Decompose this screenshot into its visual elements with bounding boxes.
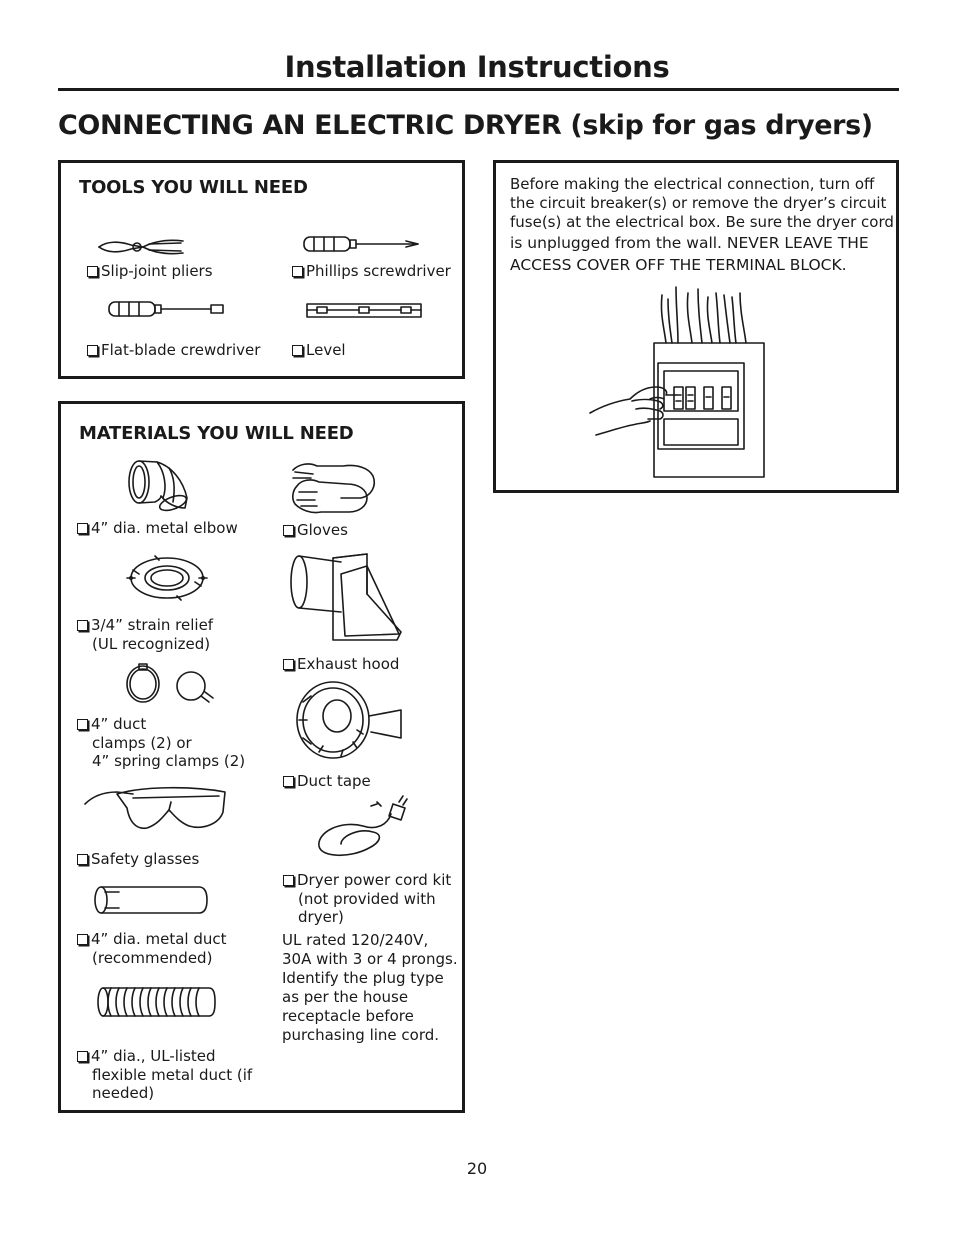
checkbox-icon	[77, 523, 88, 534]
header-divider	[58, 88, 899, 91]
flat-blade-screwdriver-icon	[107, 298, 227, 320]
warning-text	[510, 175, 894, 276]
gloves-icon	[287, 460, 379, 516]
material-label: 4” dia. metal duct	[91, 930, 227, 948]
tool-item	[87, 341, 260, 360]
checkbox-icon	[283, 875, 294, 886]
safety-glasses-icon	[83, 784, 229, 838]
tools-heading: TOOLS YOU WILL NEED	[79, 177, 308, 198]
material-item	[283, 655, 399, 674]
tool-item	[292, 341, 346, 360]
tools-box	[58, 160, 465, 379]
checkbox-icon	[283, 659, 294, 670]
material-item	[283, 772, 371, 791]
duct-clamps-icon	[121, 662, 217, 708]
flexible-duct-icon	[97, 986, 217, 1018]
material-item	[77, 850, 199, 869]
page-number: 20	[466, 1159, 488, 1178]
material-item	[77, 519, 238, 538]
power-cord-note	[282, 931, 458, 1045]
material-label: needed)	[92, 1084, 155, 1102]
material-label: (not provided with	[298, 889, 436, 908]
material-label: 4” dia., UL-listed	[91, 1047, 216, 1065]
warning-line: fuse(s) at the electrical box. Be sure the dryer cord	[510, 213, 894, 231]
breaker-box-illustration	[584, 285, 774, 481]
checkbox-icon	[283, 525, 294, 536]
page-header-title: Installation Instructions	[284, 50, 670, 84]
material-label: 3/4” strain relief	[91, 616, 214, 634]
note-line: purchasing line cord.	[282, 1026, 440, 1044]
phillips-screwdriver-icon	[302, 233, 422, 255]
checkbox-icon	[77, 719, 88, 730]
material-item	[283, 521, 348, 540]
material-label: 4” dia. metal elbow	[91, 519, 238, 537]
warning-line: Before making the electrical connection, turn off	[510, 175, 875, 193]
warning-line: the circuit breaker(s) or remove the dryer’s circuit	[510, 194, 887, 212]
exhaust-hood-icon	[287, 552, 405, 644]
strain-relief-icon	[125, 552, 209, 604]
tool-label: Flat-blade crewdriver	[101, 341, 261, 359]
warning-line: is unplugged from the wall. NEVER LEAVE THE	[510, 234, 869, 252]
power-cord-icon	[311, 796, 411, 862]
checkbox-icon	[292, 266, 303, 277]
note-line: Identify the plug type	[282, 969, 444, 987]
material-item	[283, 871, 451, 927]
material-label: Safety glasses	[91, 850, 200, 868]
material-item	[77, 616, 213, 653]
material-item	[77, 715, 245, 771]
metal-elbow-icon	[125, 458, 195, 514]
checkbox-icon	[77, 854, 88, 865]
note-line: 30A with 3 or 4 prongs.	[282, 950, 458, 968]
tool-item	[87, 262, 213, 281]
note-line: as per the house	[282, 988, 409, 1006]
section-title: CONNECTING AN ELECTRIC DRYER (skip for gas dryers)	[58, 110, 873, 141]
material-label: Exhaust hood	[297, 655, 400, 673]
material-label: 4” spring clamps (2)	[92, 752, 246, 770]
material-label: (recommended)	[92, 948, 213, 967]
warning-box	[493, 160, 899, 493]
duct-tape-icon	[293, 676, 407, 762]
checkbox-icon	[87, 266, 98, 277]
material-label: (UL recognized)	[92, 634, 211, 653]
level-icon	[305, 301, 423, 321]
checkbox-icon	[77, 620, 88, 631]
material-label: flexible metal duct (if	[92, 1065, 253, 1084]
material-item	[77, 1047, 252, 1103]
note-line: UL rated 120/240V,	[282, 931, 429, 949]
material-label: dryer)	[298, 908, 344, 926]
checkbox-icon	[77, 1051, 88, 1062]
note-line: receptacle before	[282, 1007, 414, 1025]
checkbox-icon	[283, 776, 294, 787]
material-item	[77, 930, 227, 967]
checkbox-icon	[77, 934, 88, 945]
materials-heading: MATERIALS YOU WILL NEED	[79, 423, 354, 444]
materials-box	[58, 401, 465, 1113]
material-label: Gloves	[297, 521, 348, 539]
material-label: Dryer power cord kit	[297, 871, 452, 889]
warning-line: ACCESS COVER OFF THE TERMINAL BLOCK.	[510, 256, 847, 274]
material-label: clamps (2) or	[92, 733, 192, 752]
slip-joint-pliers-icon	[97, 235, 187, 259]
metal-duct-icon	[93, 884, 209, 916]
tool-label: Slip-joint pliers	[101, 262, 213, 280]
tool-label: Level	[306, 341, 346, 359]
tool-label: Phillips screwdriver	[306, 262, 451, 280]
checkbox-icon	[87, 345, 98, 356]
checkbox-icon	[292, 345, 303, 356]
material-label: 4” duct	[91, 715, 147, 733]
material-label: Duct tape	[297, 772, 371, 790]
tool-item	[292, 262, 451, 281]
